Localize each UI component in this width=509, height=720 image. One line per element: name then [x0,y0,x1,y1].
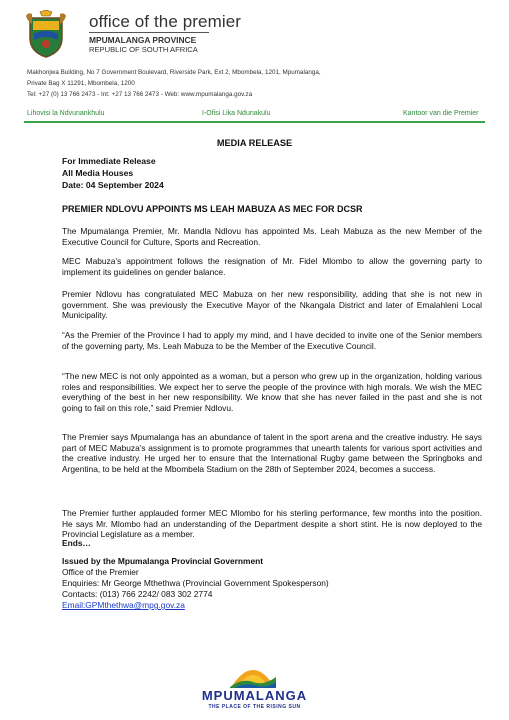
province-name: MPUMALANGA PROVINCE [89,35,197,45]
republic-name: REPUBLIC OF SOUTH AFRICA [89,45,198,54]
brand-wordmark: MPUMALANGA [201,688,308,703]
paragraph: “As the Premier of the Province I had to apply my mind, and I have decided to invite one of the Senior members of the governing party, Ms. Leah Mabuza to be the Member of the Executive Council. [62,330,482,351]
document-title: MEDIA RELEASE [216,138,293,148]
language-label-afrikaans: Kantoor van die Premier [403,110,479,117]
issuer-title: Issued by the Mpumalanga Provincial Government [62,556,264,566]
headline: PREMIER NDLOVU APPOINTS MS LEAH MABUZA AS MEC FOR DCSR [62,204,363,214]
rising-sun-logo-icon [228,660,278,688]
address-line: Private Bag X 11291, Mbombela, 1200 [27,80,135,87]
release-status: For Immediate Release [62,156,156,166]
paragraph: The Premier says Mpumalanga has an abundance of talent in the sport arena and the creative industry. He says part of MEC Mabuza’s assignment is to promote programmes that unearth talents for various sport activities and the creative industry. He urged her to ensure that the International Rugby game between the Springboks and Argentina, to be held at the Mbombela Stadium on the 28th of September 2024, becomes a success. [62,432,482,474]
contacts-line: Contacts: (013) 766 2242/ 083 302 2774 [62,589,213,599]
paragraph: “The new MEC is not only appointed as a woman, but a person who grew up in the organization, holding various roles and responsibilities. We expect her to serve the people of the province with high morals. We wish the MEC everything of the best in her new responsibility. We know that she has never failed in the past and she is not going to fail on this role,” said Premier Ndlovu. [62,371,482,413]
enquiries-line: Enquiries: Mr George Mthethwa (Provincial Government Spokesperson) [62,578,329,588]
language-label-zulu: I-Ofisi Lika Ndunakulu [202,110,271,117]
paragraph: MEC Mabuza’s appointment follows the resignation of Mr. Fidel Mlombo to allow the governing party to implement its guidelines on gender balance. [62,256,482,277]
email-link[interactable]: Email:GPMthethwa@mpg.gov.za [62,600,185,610]
ends-marker: Ends… [62,538,91,548]
release-date: Date: 04 September 2024 [62,180,164,190]
title-divider [89,32,209,33]
paragraph: Premier Ndlovu has congratulated MEC Mabuza on her new responsibility, adding that she is not new in government. She was previously the Executive Mayor of the Nkangala District and later of Emalahleni Local Municipality. [62,289,482,321]
address-line: Makhonjwa Building, No 7 Government Boulevard, Riverside Park, Ext 2, Mbombela, 1201, Mpumalanga, [27,69,321,76]
office-title: office of the premier [89,12,242,31]
paragraph: The Premier further applauded former MEC Mlombo for his sterling performance, few months into the position. He says Mr. Mlombo had an understanding of the Department despite a short stint. He is now deployed to the Provincial Legislature as a member. [62,508,482,540]
issuer-office: Office of the Premier [62,567,139,577]
header-divider [24,121,485,123]
contact-line: Tel: +27 (0) 13 766 2473 - Int: +27 13 766 2473 - Web: www.mpumalanga.gov.za [27,91,253,98]
paragraph: The Mpumalanga Premier, Mr. Mandla Ndlovu has appointed Ms. Leah Mabuza as the new Member of the Executive Council for Culture, Sports and Recreation. [62,226,482,247]
release-audience: All Media Houses [62,168,134,178]
coat-of-arms-icon [24,10,68,58]
language-label-siswati: Lihovisi la Ndvunankhulu [27,110,105,117]
brand-tagline: THE PLACE OF THE RISING SUN [208,704,301,710]
